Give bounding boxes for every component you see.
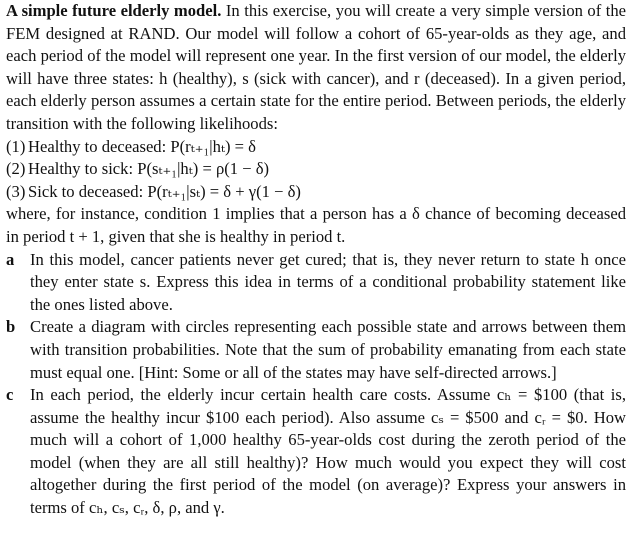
exercise-title: A simple future elderly model. bbox=[6, 1, 222, 20]
condition-number: (2) bbox=[6, 159, 26, 179]
question-letter: a bbox=[6, 249, 15, 269]
question-letter: c bbox=[6, 385, 14, 405]
intro-body: In this exercise, you will create a very simple version of the FEM designed at RAND. Our model will follow a cohort of 65-year-olds as they age, and each period of the model will represent one year. In the first version of our model, the elderly will have three states: h (healthy), s (sick with cancer), and r (deceased). In a given period, each elderly person assumes a certain state for the entire period. Between periods, the elderly transition with the following likelihoods: bbox=[6, 1, 626, 133]
question-a bbox=[6, 249, 626, 317]
question-letter: b bbox=[6, 317, 16, 337]
question-c bbox=[6, 384, 626, 520]
question-b bbox=[6, 316, 626, 384]
condition-1 bbox=[6, 136, 626, 159]
question-text: In this model, cancer patients never get cured; that is, they never return to state h once they enter state s. Express this idea in terms of a conditional probability statement like the ones listed above. bbox=[30, 249, 626, 314]
condition-number: (1) bbox=[6, 136, 26, 156]
question-text: Create a diagram with circles representing each possible state and arrows between them with transition probabilities. Note that the sum of probability emanating from each state must equal one. [Hint: Some or all of the states may have self-directed arrows.] bbox=[30, 317, 626, 382]
question-text: In each period, the elderly incur certain health care costs. Assume cₕ = $100 (that is, assume the healthy incur $100 each period). Also assume cₛ = $500 and cᵣ = $0. How much will a cohort of 1,000 healthy 65-year-olds cost during the zeroth period of the model (when they are all still healthy)? How much would you expect they will cost altogether during the first period of the model (on average)? Express your answers in terms of cₕ, cₛ, cᵣ, δ, ρ, and γ. bbox=[30, 385, 626, 518]
condition-2 bbox=[6, 158, 626, 181]
condition-text: Sick to deceased: P(rₜ₊₁|sₜ) = δ + γ(1 − δ) bbox=[28, 181, 301, 201]
condition-3 bbox=[6, 181, 626, 204]
intro-paragraph bbox=[6, 0, 626, 136]
condition-text: Healthy to deceased: P(rₜ₊₁|hₜ) = δ bbox=[28, 136, 256, 156]
condition-number: (3) bbox=[6, 181, 26, 201]
where-paragraph: where, for instance, condition 1 implies that a person has a δ chance of becoming deceased in period t + 1, given that she is healthy in period t. bbox=[6, 204, 626, 246]
condition-text: Healthy to sick: P(sₜ₊₁|hₜ) = ρ(1 − δ) bbox=[28, 159, 270, 179]
